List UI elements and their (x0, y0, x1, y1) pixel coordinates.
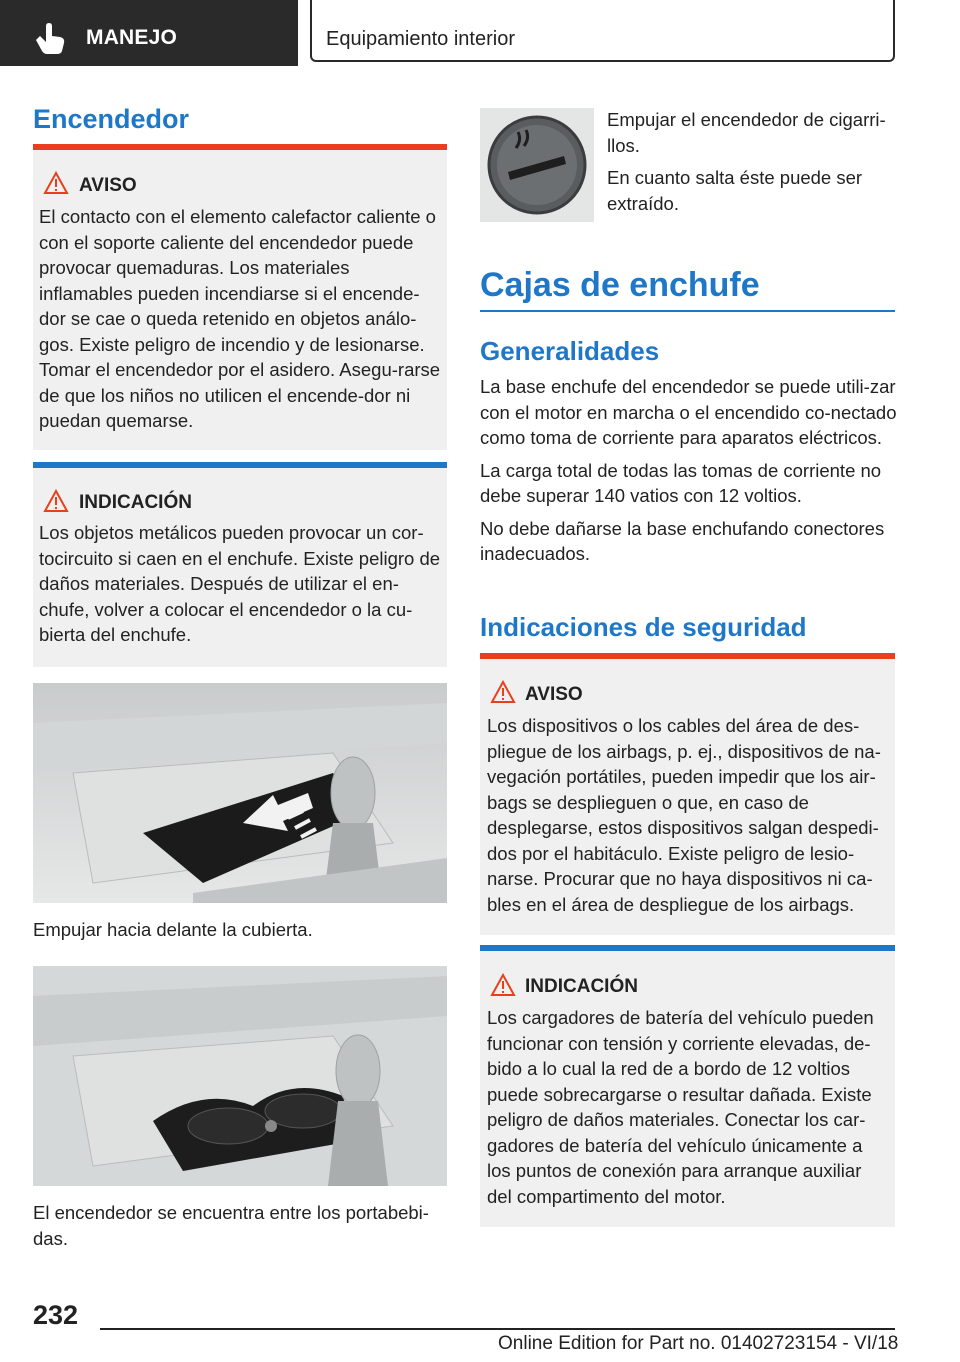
warning-bar (480, 653, 895, 659)
notice-box (33, 462, 447, 667)
steering-hand-icon (30, 20, 70, 56)
safety-warning-box (480, 653, 895, 935)
section-rule (480, 310, 895, 312)
caption-2: El encendedor se encuentra entre los portabebi-das. (33, 1202, 429, 1249)
warning-bar (33, 144, 447, 150)
warning-label: AVISO (525, 684, 583, 705)
console-cover-photo (33, 683, 447, 903)
general-text (480, 374, 897, 574)
page-number: 232 (33, 1300, 79, 1330)
general-para-1: La base enchufe del encendedor se puede utili-zar con el motor en marcha o el encendido co-nectado como toma de corriente para aparatos eléctricos. (480, 376, 897, 448)
warning-triangle-icon (43, 171, 69, 195)
footer-rule (100, 1328, 895, 1330)
section-tab[interactable] (0, 0, 298, 66)
cigarette-lighter-photo (480, 108, 594, 222)
lighter-text-1: Empujar el encendedor de cigarri-llos. (607, 109, 886, 156)
warning-triangle-icon (43, 489, 69, 513)
notice-bar (480, 945, 895, 951)
edition-text: Online Edition for Part no. 01402723154 - VI/18 (498, 1333, 899, 1354)
section-label: MANEJO (86, 26, 178, 49)
general-para-3: No debe dañarse la base enchufando conectores inadecuados. (480, 517, 885, 564)
warning-triangle-icon (490, 973, 516, 997)
notice-label: INDICACIÓN (525, 976, 638, 997)
warning-triangle-icon (490, 680, 516, 704)
notice-text: Los cargadores de batería del vehículo pueden funcionar con tensión y corriente elevadas, de-bido a lo cual la red de a bordo de 12 voltios puede sobrecargarse o resultar dañada. Existe peligro de daños materiales. Conectar los car-gadores de batería del vehículo únicamente a los puntos de conexión para arranque auxiliar del compartimento del motor. (487, 1007, 874, 1207)
general-para-2: La carga total de todas las tomas de corriente no debe superar 140 vatios con 12 voltios. (480, 459, 882, 506)
lighter-text-2: En cuanto salta éste puede ser extraído. (607, 167, 863, 214)
notice-text: Los objetos metálicos pueden provocar un cor-tocircuito si caen en el enchufe. Existe peligro de daños materiales. Después de utilizar el en-chufe, volver a colocar el encendedor o la cu-bierta del enchufe. (39, 522, 441, 645)
warning-label: AVISO (79, 175, 137, 196)
subsection-safety: Indicaciones de seguridad (480, 612, 807, 642)
warning-box (33, 144, 447, 450)
chapter-label: Equipamiento interior (326, 28, 515, 50)
warning-text: Los dispositivos o los cables del área de des-pliegue de los airbags, p. ej., dispositivos de na-vegación portátiles, pueden impedir que los air-bags se desplieguen o que, en caso de desplegarse, estos dispositivos salgan despedi-dos por el habitáculo. Existe peligro de lesio-narse. Procurar que no haya dispositivos ni ca-bles en el área de despliegue de los airbags. (487, 715, 881, 915)
lighter-location-photo (33, 966, 447, 1186)
notice-bar (33, 462, 447, 468)
lighter-instructions (607, 107, 897, 223)
notice-label: INDICACIÓN (79, 492, 192, 513)
chapter-tab[interactable] (310, 0, 895, 62)
caption-1: Empujar hacia delante la cubierta. (33, 919, 313, 940)
warning-text: El contacto con el elemento calefactor caliente o con el soporte caliente del encendedor puede provocar quemaduras. Los materiales inflamables pueden incendiarse si el encende-dor se cae o queda retenido en objetos análo-gos. Existe peligro de incendio y de lesionarse. Tomar el encendedor por el asidero. Asegu-rarse de que los niños no utilicen el encende-dor ni puedan quemarse. (39, 206, 441, 431)
subsection-general: Generalidades (480, 336, 660, 366)
safety-notice-box (480, 945, 895, 1227)
section-title: Cajas de enchufe (480, 266, 760, 304)
page-title: Encendedor (33, 104, 190, 134)
